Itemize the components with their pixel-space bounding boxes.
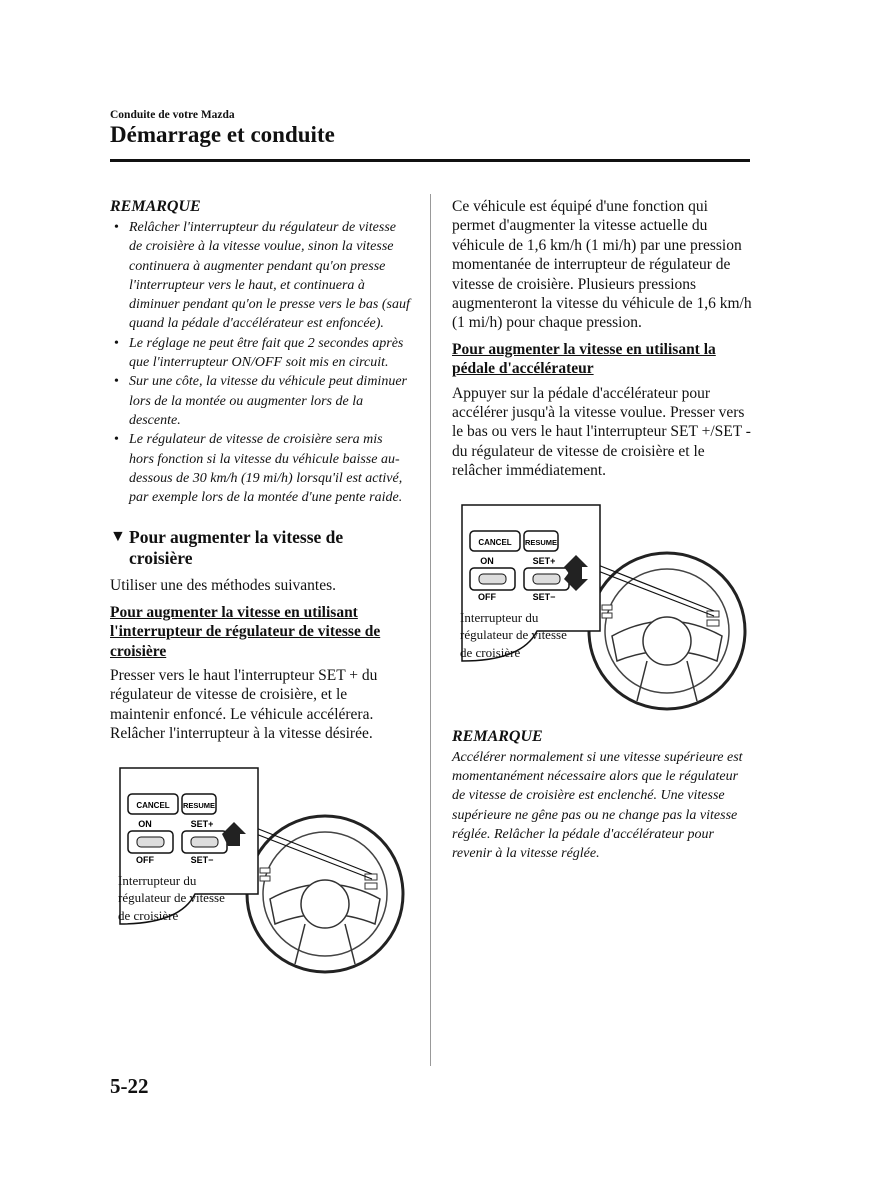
caption-line: de croisière <box>460 644 521 660</box>
column-divider <box>430 194 431 1066</box>
page-number: 5-22 <box>110 1074 149 1098</box>
note-item: • Relâcher l'interrupteur du régulateur de vitesse de croisière à la vitesse voulue, sinon la vitesse continuera à augmenter pendant qu'on presse l'interrupteur vers le haut, et continuera à diminuer pendant qu'on le presse vers le bas (sauf quand la pédale d'accélérateur est enfoncée). <box>110 218 410 334</box>
set-plus-label: SET+ <box>190 818 214 829</box>
note-title: REMARQUE <box>452 727 543 745</box>
steering-wheel-illustration <box>452 501 752 713</box>
off-label: OFF <box>478 591 496 602</box>
header-rule <box>110 159 750 162</box>
method2-heading: Pour augmenter la vitesse en utilisant la pédale d'accélérateur <box>452 340 716 378</box>
cancel-label: CANCEL <box>478 537 512 547</box>
note-title: REMARQUE <box>110 198 201 215</box>
intro-text: Utiliser une des méthodes suivantes. <box>110 577 336 595</box>
section-label: Conduite de votre Mazda <box>110 109 235 121</box>
note-text: Accélérer normalement si une vitesse supérieure est momentanément nécessaire alors que le régulateur de vitesse de croisière est enclenché. Une vitesse supérieure ne gêne pas ou ne change pas la vitesse réglée. Relâcher la pédale d'accélérateur pour revenir à la vitesse réglée. <box>452 749 743 862</box>
section-heading-text: Pour augmenter la vitesse de croisière <box>129 527 344 568</box>
method1-text: Presser vers le haut l'interrupteur SET + du régulateur de vitesse de croisière, et le maintenir enfoncé. Le véhicule accélérera. Relâcher l'interrupteur à la vitesse désirée. <box>110 667 378 743</box>
triangle-down-icon: ▼ <box>110 528 126 546</box>
right-intro-text: Ce véhicule est équipé d'une fonction qui permet d'augmenter la vitesse actuelle du véhicule de 1,6 km/h (1 mi/h) par une pression momentanée de interrupteur de régulateur de vitesse de croisière. Plusieurs pressions augmenteront la vitesse du véhicule de 1,6 km/h (1 mi/h) pour chaque pression. <box>452 198 752 332</box>
figure-caption <box>118 872 225 925</box>
steering-switch-figure-1 <box>110 764 410 976</box>
steering-switch-figure-2 <box>452 501 752 713</box>
caption-line: Interrupteur du <box>118 872 197 888</box>
note-item: • Le réglage ne peut être fait que 2 secondes après que l'interrupteur ON/OFF soit mis en circuit. <box>110 334 410 373</box>
section-heading <box>110 527 410 568</box>
resume-label: RESUME <box>524 537 558 547</box>
note-item: • Sur une côte, la vitesse du véhicule peut diminuer lors de la montée ou augmenter lors de la descente. <box>110 372 410 430</box>
off-label: OFF <box>136 854 154 865</box>
note-list <box>110 218 410 507</box>
method1-heading: Pour augmenter la vitesse en utilisant l'interrupteur de régulateur de vitesse de croisière <box>110 603 381 660</box>
resume-label: RESUME <box>182 800 216 810</box>
set-minus-label: SET− <box>190 854 214 865</box>
left-column <box>110 197 410 976</box>
method2-text: Appuyer sur la pédale d'accélérateur pour accélérer jusqu'à la vitesse voulue. Presser vers le bas ou vers le haut l'interrupteur SET +/SET - du régulateur de vitesse de croisière et le relâcher immédiatement. <box>452 384 751 480</box>
set-plus-label: SET+ <box>532 555 556 566</box>
caption-line: Interrupteur du <box>460 609 539 625</box>
steering-wheel-illustration <box>110 764 410 976</box>
figure-caption <box>460 609 567 662</box>
caption-line: régulateur de vitesse <box>118 890 225 906</box>
right-column <box>452 197 752 863</box>
note-item: • Le régulateur de vitesse de croisière sera mis hors fonction si la vitesse du véhicule baisse au-dessous de 30 km/h (19 mi/h) lorsqu'il est activé, par exemple lors de la montée d'une pente raide. <box>110 430 410 507</box>
on-label: ON <box>480 555 494 566</box>
page-title: Démarrage et conduite <box>110 122 335 147</box>
right-note <box>452 727 752 864</box>
on-label: ON <box>138 818 152 829</box>
cancel-label: CANCEL <box>136 800 170 810</box>
caption-line: régulateur de vitesse <box>460 627 567 643</box>
caption-line: de croisière <box>118 907 179 923</box>
set-minus-label: SET− <box>532 591 556 602</box>
